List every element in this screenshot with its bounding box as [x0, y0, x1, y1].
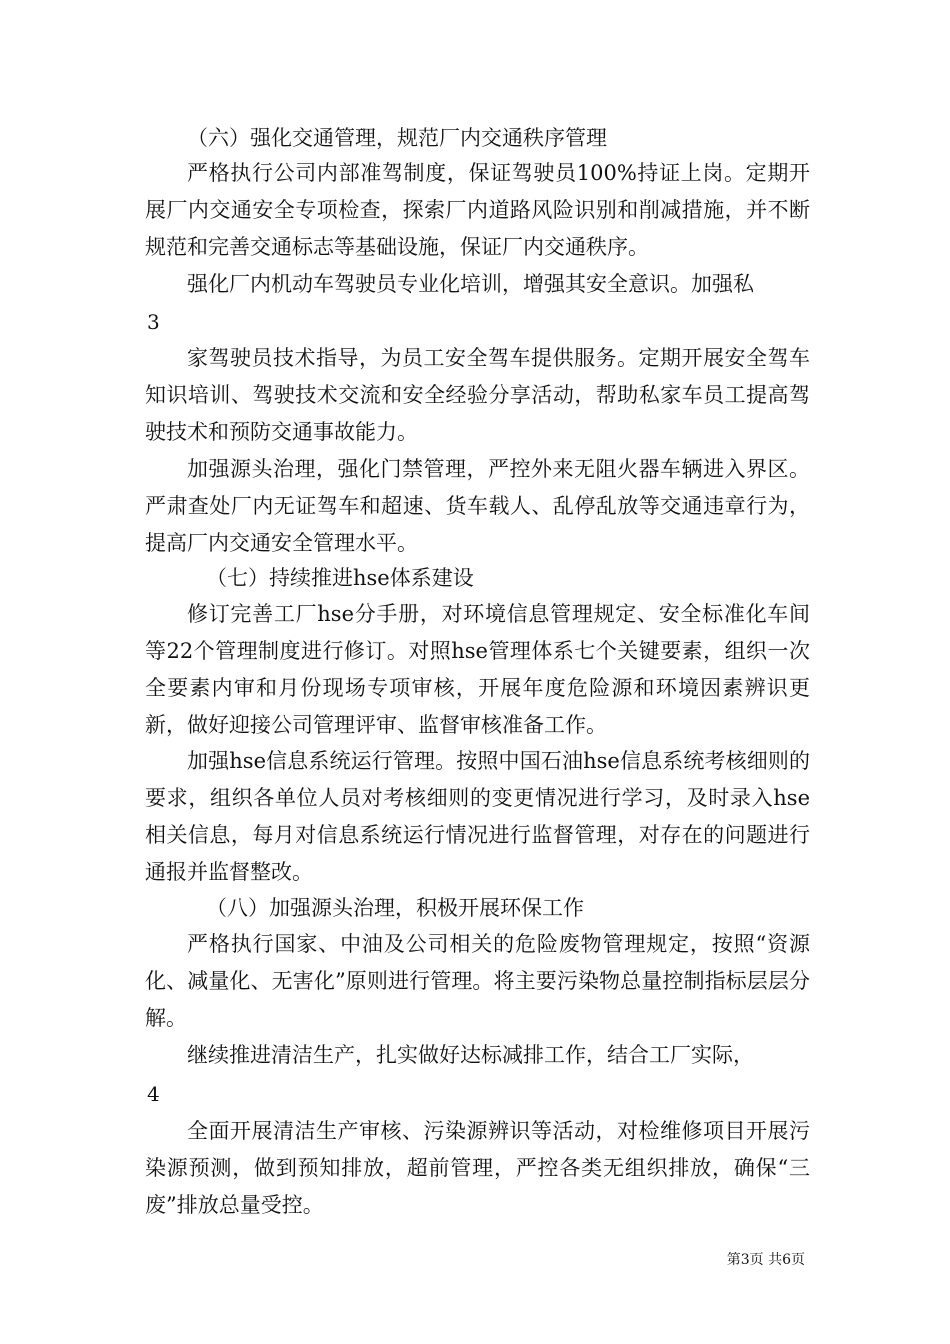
paragraph: 强化厂内机动车驾驶员专业化培训，增强其安全意识。加强私: [187, 272, 754, 296]
section-heading-8: （八）加强源头治理，积极开展环保工作: [206, 896, 584, 920]
page-number-marker: 4: [147, 1082, 160, 1106]
paragraph: 严格执行国家、中油及公司相关的危险废物管理规定，按照“资源化、减量化、无害化”原则进行管理。将主要污染物总量控制指标层层分解。: [145, 932, 810, 1030]
page-number-marker: 3: [147, 310, 160, 334]
paragraph: 加强源头治理，强化门禁管理，严控外来无阻火器车辆进入界区。严肃查处厂内无证驾车和超速、货车载人、乱停乱放等交通违章行为，提高厂内交通安全管理水平。: [145, 457, 810, 555]
paragraph: 继续推进清洁生产，扎实做好达标减排工作，结合工厂实际，: [187, 1043, 754, 1067]
paragraph: 严格执行公司内部准驾制度，保证驾驶员100%持证上岗。定期开展厂内交通安全专项检查，探索厂内道路风险识别和削减措施，并不断规范和完善交通标志等基础设施，保证厂内交通秩序。: [145, 161, 810, 259]
section-heading-6: （六）强化交通管理，规范厂内交通秩序管理: [187, 126, 607, 150]
section-heading-7: （七）持续推进hse体系建设: [206, 566, 474, 590]
paragraph: 家驾驶员技术指导，为员工安全驾车提供服务。定期开展安全驾车知识培训、驾驶技术交流和安全经验分享活动，帮助私家车员工提高驾驶技术和预防交通事故能力。: [145, 346, 810, 444]
paragraph: 全面开展清洁生产审核、污染源辨识等活动，对检维修项目开展污染源预测，做到预知排放，超前管理，严控各类无组织排放，确保“三废”排放总量受控。: [145, 1119, 810, 1217]
page-footer: 第3页 共6页: [726, 1252, 805, 1268]
paragraph: 修订完善工厂hse分手册，对环境信息管理规定、安全标准化车间等22个管理制度进行修订。对照hse管理体系七个关键要素，组织一次全要素内审和月份现场专项审核，开展年度危险源和环境因素辨识更新，做好迎接公司管理评审、监督审核准备工作。: [145, 602, 810, 737]
paragraph: 加强hse信息系统运行管理。按照中国石油hse信息系统考核细则的要求，组织各单位人员对考核细则的变更情况进行学习，及时录入hse相关信息，每月对信息系统运行情况进行监督管理，对存在的问题进行通报并监督整改。: [145, 749, 810, 884]
